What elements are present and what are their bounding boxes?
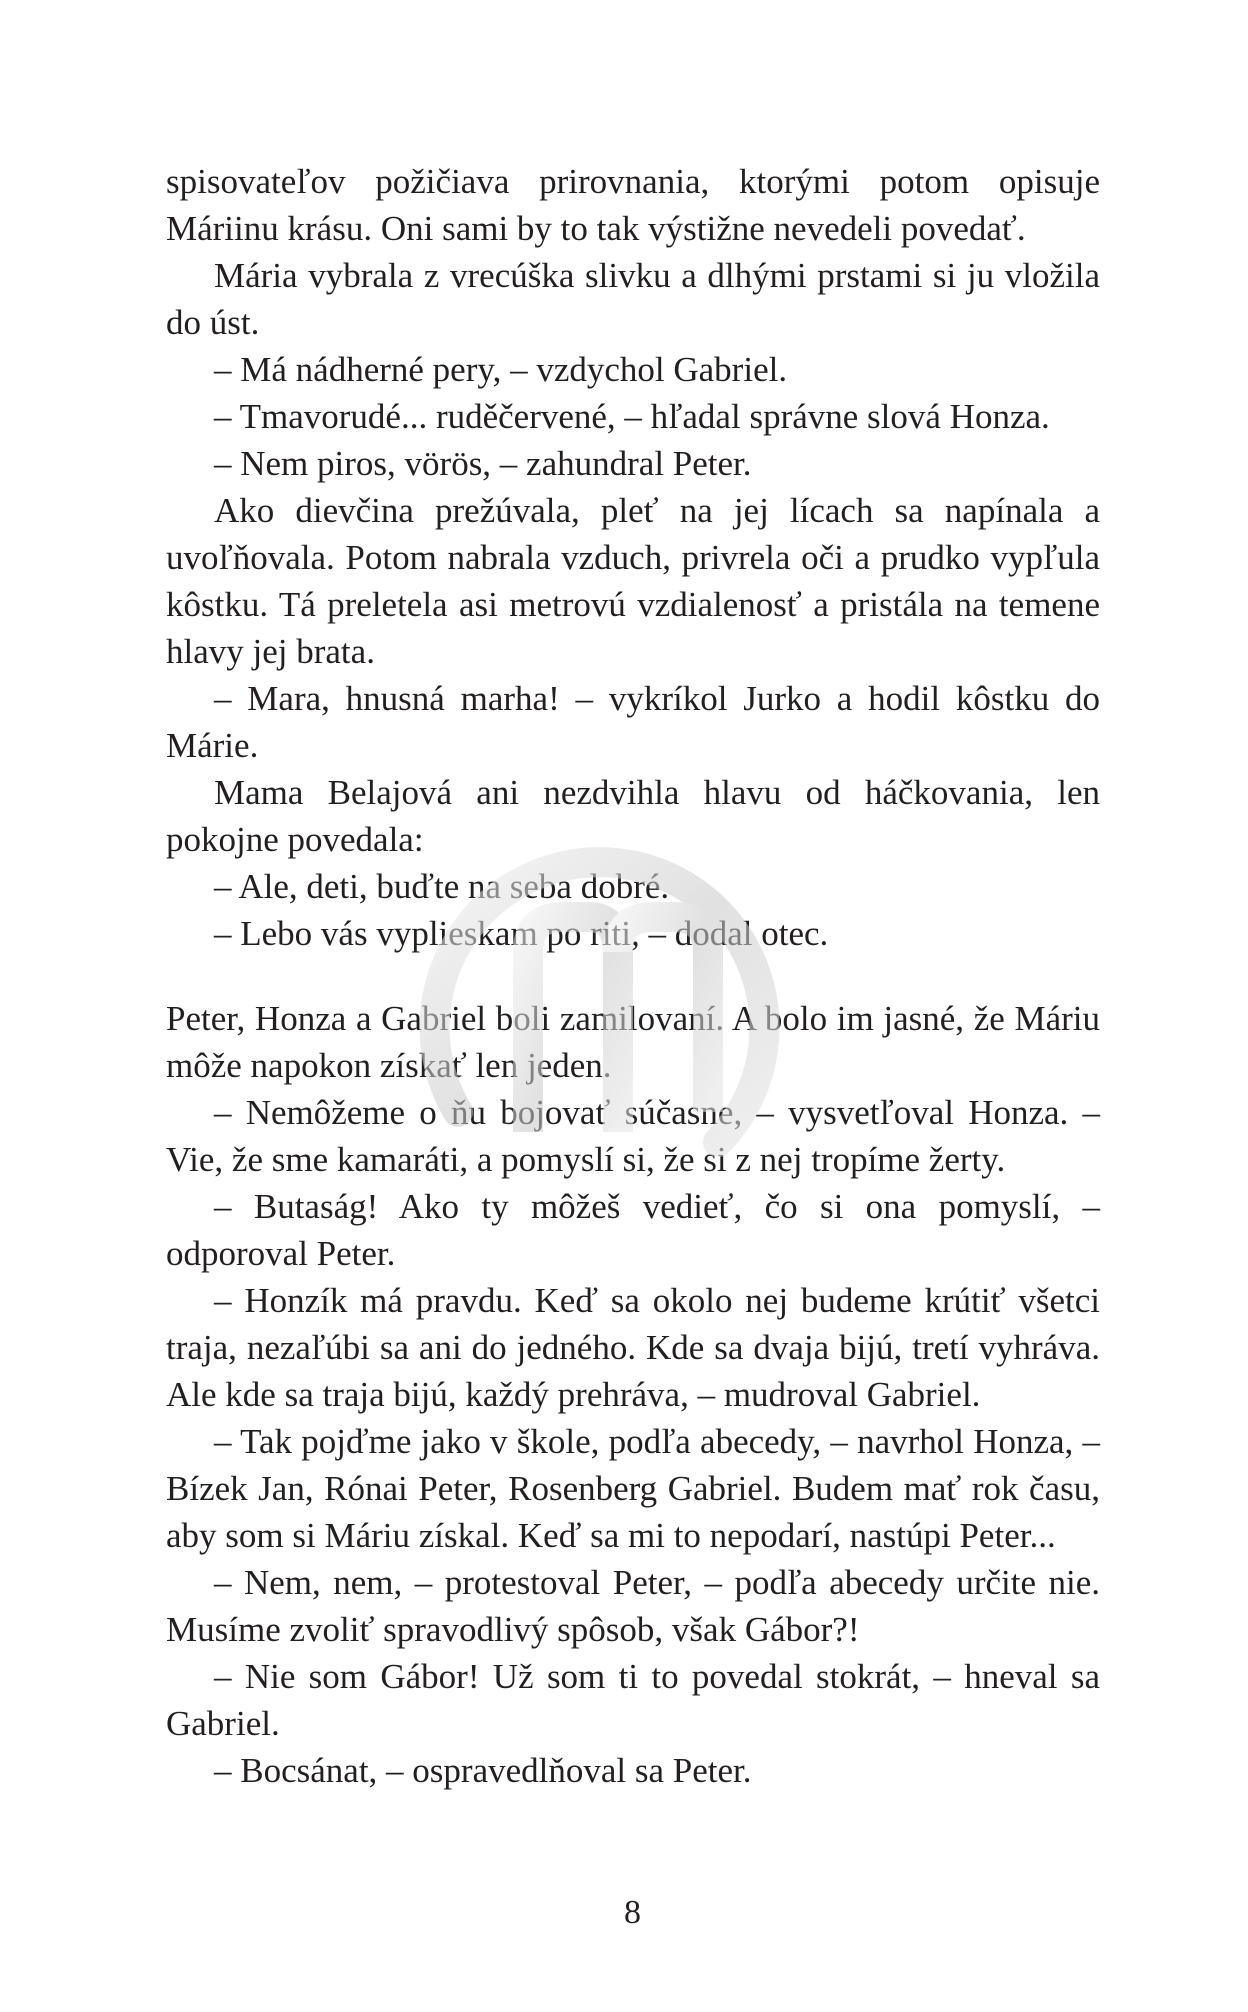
dialogue-line: – Nie som Gábor! Už som ti to povedal stokrát, – hneval sa Gabriel. bbox=[166, 1657, 1100, 1743]
dialogue-line: – Tak pojďme jako v škole, podľa abecedy, – navrhol Honza, – Bízek Jan, Rónai Peter, Rosenberg Gabriel. Budem mať rok času, aby som si Máriu získal. Keď sa mi to nepodarí, nastúpi Peter... bbox=[166, 1422, 1100, 1555]
paragraph: Mama Belajová ani nezdvihla hlavu od háčkovania, len pokojne povedala: bbox=[166, 773, 1100, 859]
paragraph: Peter, Honza a Gabriel boli zamilovaní. A bolo im jasné, že Máriu môže napokon získať len jeden. bbox=[166, 999, 1100, 1085]
dialogue-line: – Má nádherné pery, – vzdychol Gabriel. bbox=[214, 350, 788, 389]
dialogue-line: – Nemôžeme o ňu bojovať súčasne, – vysvetľoval Honza. – Vie, že sme kamaráti, a pomyslí si, že si z nej tropíme žerty. bbox=[166, 1093, 1100, 1179]
dialogue-line: – Bocsánat, – ospravedlňoval sa Peter. bbox=[214, 1751, 752, 1790]
dialogue-line: – Nem piros, vörös, – zahundral Peter. bbox=[214, 444, 752, 483]
page-number: 8 bbox=[624, 1894, 641, 1931]
dialogue-line: – Butaság! Ako ty môžeš vedieť, čo si ona pomyslí, – odporoval Peter. bbox=[166, 1187, 1100, 1273]
dialogue-line: – Honzík má pravdu. Keď sa okolo nej budeme krútiť všetci traja, nezaľúbi sa ani do jedného. Kde sa dvaja bijú, tretí vyhráva. Ale kde sa traja bijú, každý prehráva, – mudroval Gabriel. bbox=[166, 1281, 1100, 1414]
paragraph: Ako dievčina prežúvala, pleť na jej lícach sa napínala a uvoľňovala. Potom nabrala vzduch, privrela oči a prudko vypľula kôstku. Tá preletela asi metrovú vzdialenosť a pristála na temene hlavy jej brata. bbox=[166, 491, 1100, 671]
paragraph: Mária vybrala z vrecúška slivku a dlhými prstami si ju vložila do úst. bbox=[166, 256, 1100, 342]
dialogue-line: – Nem, nem, – protestoval Peter, – podľa abecedy určite nie. Musíme zvoliť spravodlivý spôsob, však Gábor?! bbox=[166, 1563, 1100, 1649]
dialogue-line: – Tmavorudé... ruděčervené, – hľadal správne slová Honza. bbox=[214, 397, 1050, 436]
dialogue-line: – Mara, hnusná marha! – vykríkol Jurko a hodil kôstku do Márie. bbox=[166, 679, 1100, 765]
dialogue-line: – Ale, deti, buďte na seba dobré. bbox=[214, 867, 670, 906]
publisher-logo-m-icon bbox=[418, 812, 808, 1212]
dialogue-line: – Lebo vás vyplieskam po riti, – dodal otec. bbox=[214, 914, 829, 953]
paragraph: spisovateľov požičiava prirovnania, ktorými potom opisuje Máriinu krásu. Oni sami by to tak výstižne nevedeli povedať. bbox=[166, 162, 1100, 248]
